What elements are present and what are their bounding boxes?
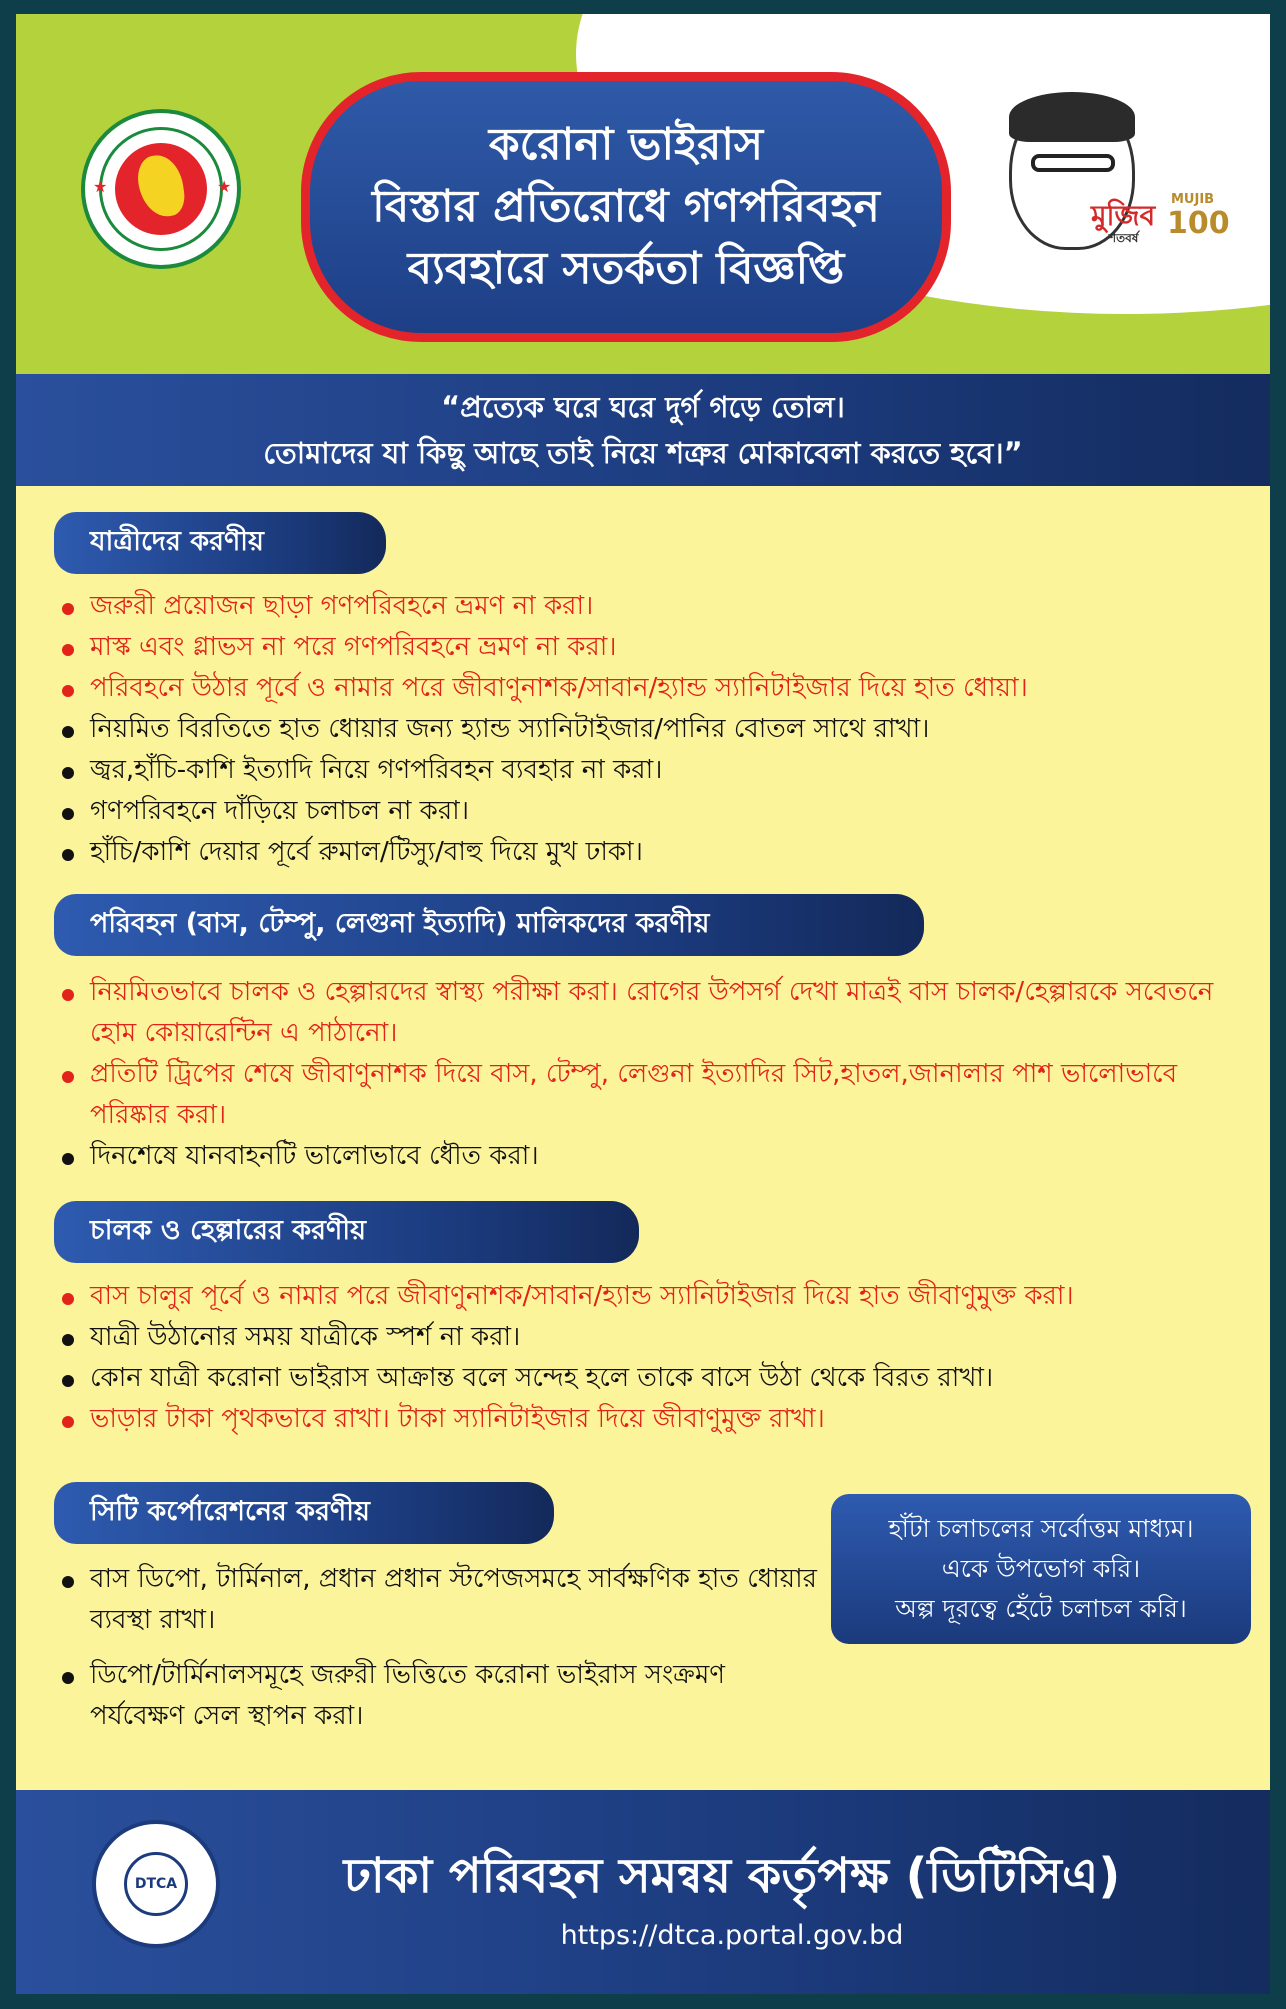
header — [16, 14, 1270, 374]
poster — [16, 14, 1270, 1994]
section-heading-passengers: যাত্রীদের করণীয় — [54, 512, 386, 574]
mujib-badge: মুজিব শতবর্ষ MUJIB 100 — [1091, 192, 1230, 245]
list-item: পরিবহনে উঠার পূর্বে ও নামার পরে জীবাণুনাশক/সাবান/হ্যান্ড স্যানিটাইজার দিয়ে হাত ধোয়া। — [60, 668, 1028, 709]
passengers-list — [60, 586, 1028, 873]
section-heading-city: সিটি কর্পোরেশনের করণীয় — [54, 1482, 554, 1544]
list-item: মাস্ক এবং গ্লাভস না পরে গণপরিবহনে ভ্রমণ না করা। — [60, 627, 1028, 668]
owners-list — [60, 972, 1220, 1177]
dtca-logo-icon: DTCA — [92, 1820, 220, 1948]
walk-line-2: একে উপভোগ করি। — [941, 1554, 1141, 1583]
organization-name: ঢাকা পরিবহন সমন্বয় কর্তৃপক্ষ (ডিটিসিএ) — [343, 1848, 1121, 1904]
notice-title — [301, 72, 951, 342]
title-line-2: বিস্তার প্রতিরোধে গণপরিবহন — [372, 181, 880, 232]
quote-band — [16, 374, 1270, 486]
government-emblem-icon: ★ ★ — [81, 109, 241, 269]
walk-line-3: অল্প দূরত্বে হেঁটে চলাচল করি। — [895, 1594, 1187, 1623]
website-link[interactable]: https://dtca.portal.gov.bd — [560, 1920, 904, 1951]
footer — [16, 1790, 1270, 1994]
walking-message-box — [831, 1494, 1251, 1644]
list-item: দিনশেষে যানবাহনটি ভালোভাবে ধৌত করা। — [60, 1136, 1220, 1177]
list-item: কোন যাত্রী করোনা ভাইরাস আক্রান্ত বলে সন্দেহ হলে তাকে বাসে উঠা থেকে বিরত রাখা। — [60, 1358, 1074, 1399]
city-list — [60, 1559, 820, 1737]
list-item: নিয়মিত বিরতিতে হাত ধোয়ার জন্য হ্যান্ড স্যানিটাইজার/পানির বোতল সাথে রাখা। — [60, 709, 1028, 750]
list-item: নিয়মিতভাবে চালক ও হেল্পারদের স্বাস্থ্য পরীক্ষা করা। রোগের উপসর্গ দেখা মাত্রই বাস চালক/হেল্পারকে সবেতনে হোম কোয়ারেন্টিন এ পাঠানো। — [60, 972, 1220, 1054]
title-line-1: করোনা ভাইরাস — [488, 119, 764, 170]
list-item: ভাড়ার টাকা পৃথকভাবে রাখা। টাকা স্যানিটাইজার দিয়ে জীবাণুমুক্ত রাখা। — [60, 1399, 1074, 1440]
list-item: বাস চালুর পূর্বে ও নামার পরে জীবাণুনাশক/সাবান/হ্যান্ড স্যানিটাইজার দিয়ে হাত জীবাণুমুক্ত করা। — [60, 1276, 1074, 1317]
list-item: ডিপো/টার্মিনালসমূহে জরুরী ভিত্তিতে করোনা ভাইরাস সংক্রমণ পর্যবেক্ষণ সেল স্থাপন করা। — [60, 1655, 820, 1737]
list-item: হাঁচি/কাশি দেয়ার পূর্বে রুমাল/টিস্যু/বাহু দিয়ে মুখ ঢাকা। — [60, 832, 1028, 873]
section-heading-owners: পরিবহন (বাস, টেম্পু, লেগুনা ইত্যাদি) মালিকদের করণীয় — [54, 894, 924, 956]
title-line-3: ব্যবহারে সতর্কতা বিজ্ঞপ্তি — [407, 243, 845, 294]
list-item: গণপরিবহনে দাঁড়িয়ে চলাচল না করা। — [60, 791, 1028, 832]
list-item: জ্বর,হাঁচি-কাশি ইত্যাদি নিয়ে গণপরিবহন ব্যবহার না করা। — [60, 750, 1028, 791]
list-item: জরুরী প্রয়োজন ছাড়া গণপরিবহনে ভ্রমণ না করা। — [60, 586, 1028, 627]
drivers-list — [60, 1276, 1074, 1440]
walk-line-1: হাঁটা চলাচলের সর্বোত্তম মাধ্যম। — [888, 1514, 1194, 1543]
section-heading-drivers: চালক ও হেল্পারের করণীয় — [54, 1201, 639, 1263]
mujib-100-logo — [991, 84, 1230, 264]
list-item: যাত্রী উঠানোর সময় যাত্রীকে স্পর্শ না করা। — [60, 1317, 1074, 1358]
list-item: প্রতিটি ট্রিপের শেষে জীবাণুনাশক দিয়ে বাস, টেম্পু, লেগুনা ইত্যাদির সিট,হাতল,জানালার পাশ ভালোভাবে পরিষ্কার করা। — [60, 1054, 1220, 1136]
quote-line-1: “প্রত্যেক ঘরে ঘরে দুর্গ গড়ে তোল। — [441, 390, 845, 424]
quote-line-2: তোমাদের যা কিছু আছে তাই নিয়ে শত্রুর মোকাবেলা করতে হবে।” — [263, 436, 1023, 470]
list-item: বাস ডিপো, টার্মিনাল, প্রধান প্রধান স্টপেজসমহে সার্বক্ষণিক হাত ধোয়ার ব্যবস্থা রাখা। — [60, 1559, 820, 1641]
